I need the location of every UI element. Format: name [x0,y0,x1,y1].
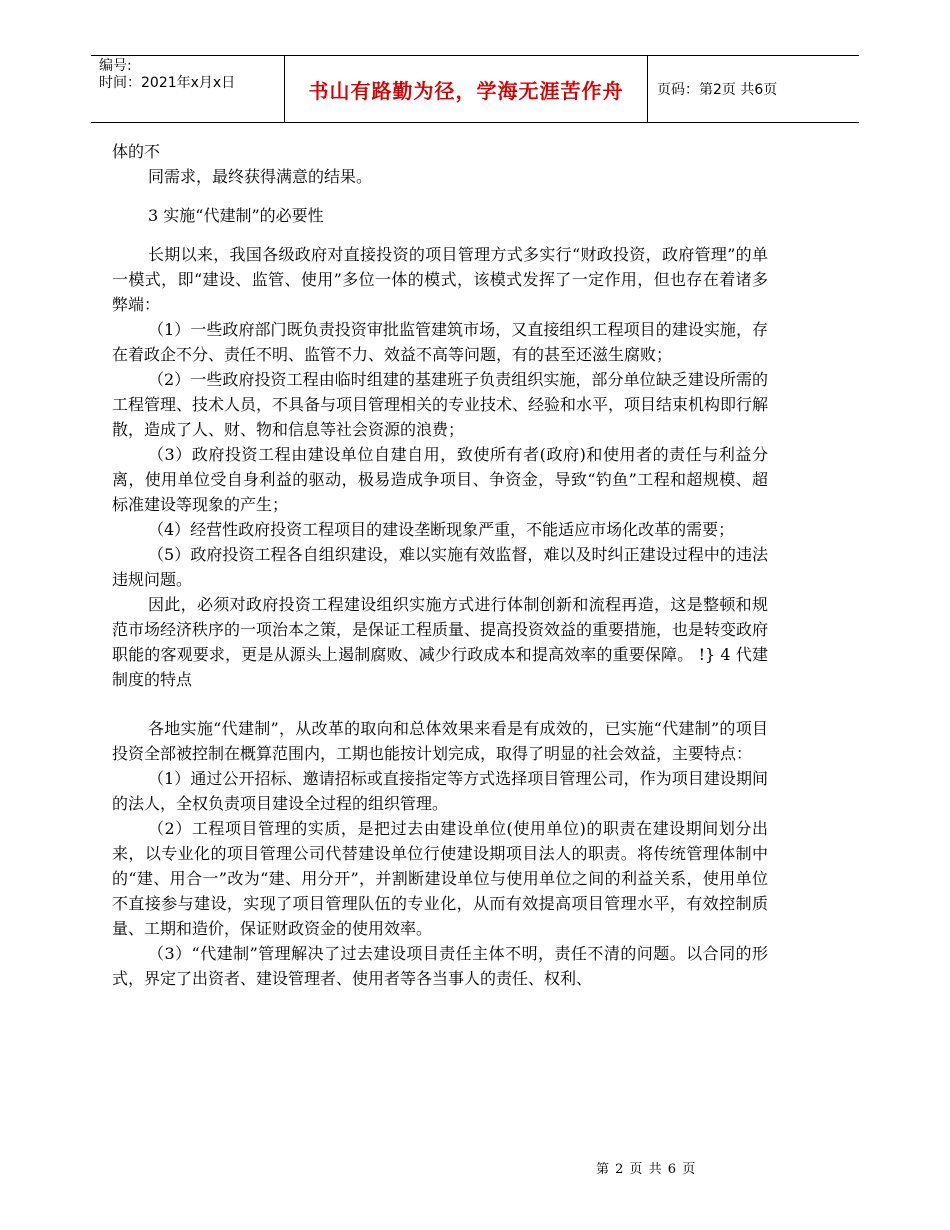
list-item: （3）“代建制”管理解决了过去建设项目责任主体不明，责任不清的问题。以合同的形式，界定了出资者、建设管理者、使用者等各当事人的责任、权利、 [112,944,768,988]
list-item: （5）政府投资工程各自组织建设，难以实施有效监督，难以及时纠正建设过程中的违法违规问题。 [112,545,768,589]
page-header [91,55,859,123]
paragraph: 各地实施“代建制”，从改革的取向和总体效果来看是有成效的，已实施“代建制”的项目投资全部被控制在概算范围内，工期也能按计划完成，取得了明显的社会效益，主要特点： [112,719,768,763]
document-number-label: 编号: [99,58,132,74]
page-footer: 第 2 页 共 6 页 [596,1162,697,1177]
header-page-info: 页码：第2页 共6页 [657,82,778,98]
paragraph-fragment: 体的不 [112,142,161,161]
section-heading: 3 实施“代建制”的必要性 [148,206,324,225]
header-motto: 书山有路勤为径，学海无涯苦作舟 [284,56,648,122]
list-item: （1）一些政府部门既负责投资审批监管建筑市场，又直接组织工程项目的建设实施，存在着政企不分、责任不明、监管不力、效益不高等问题，有的甚至还滋生腐败； [112,320,768,364]
header-meta [99,58,277,92]
list-item: （3）政府投资工程由建设单位自建自用，致使所有者(政府)和使用者的责任与利益分离，使用单位受自身利益的驱动，极易造成争项目、争资金，导致“钓鱼”工程和超规模、超标准建设等现象的产生； [112,445,768,514]
list-item: （4）经营性政府投资工程项目的建设垄断现象严重，不能适应市场化改革的需要； [148,520,735,539]
document-body [112,139,768,991]
document-time-label: 时间：2021年x月x日 [99,75,236,91]
list-item: （1）通过公开招标、邀请招标或直接指定等方式选择项目管理公司，作为项目建设期间的法人，全权负责项目建设全过程的组织管理。 [112,769,768,813]
list-item: （2）工程项目管理的实质，是把过去由建设单位(使用单位)的职责在建设期间划分出来，以专业化的项目管理公司代替建设单位行使建设期项目法人的职责。将传统管理体制中的“建、用合一”改为“建、用分开”，并割断建设单位与使用单位之间的利益关系，使用单位不直接参与建设，实现了项目管理队伍的专业化，从而有效提高项目管理水平，有效控制质量、工期和造价，保证财政资金的使用效率。 [112,819,768,938]
paragraph: 同需求，最终获得满意的结果。 [148,167,373,186]
list-item: （2）一些政府投资工程由临时组建的基建班子负责组织实施，部分单位缺乏建设所需的工程管理、技术人员，不具备与项目管理相关的专业技术、经验和水平，项目结束机构即行解散，造成了人、财、物和信息等社会资源的浪费； [112,370,769,439]
paragraph: 因此，必须对政府投资工程建设组织实施方式进行体制创新和流程再造，这是整顿和规范市场经济秩序的一项治本之策，是保证工程质量、提高投资效益的重要措施，也是转变政府职能的客观要求，更是从源头上遏制腐败、减少行政成本和提高效率的重要保障。 !} 4 代建制度的特点 [112,595,769,689]
paragraph: 长期以来，我国各级政府对直接投资的项目管理方式多实行“财政投资，政府管理”的单一模式，即“建设、监管、使用”多位一体的模式，该模式发挥了一定作用，但也存在着诸多弊端： [112,245,768,314]
